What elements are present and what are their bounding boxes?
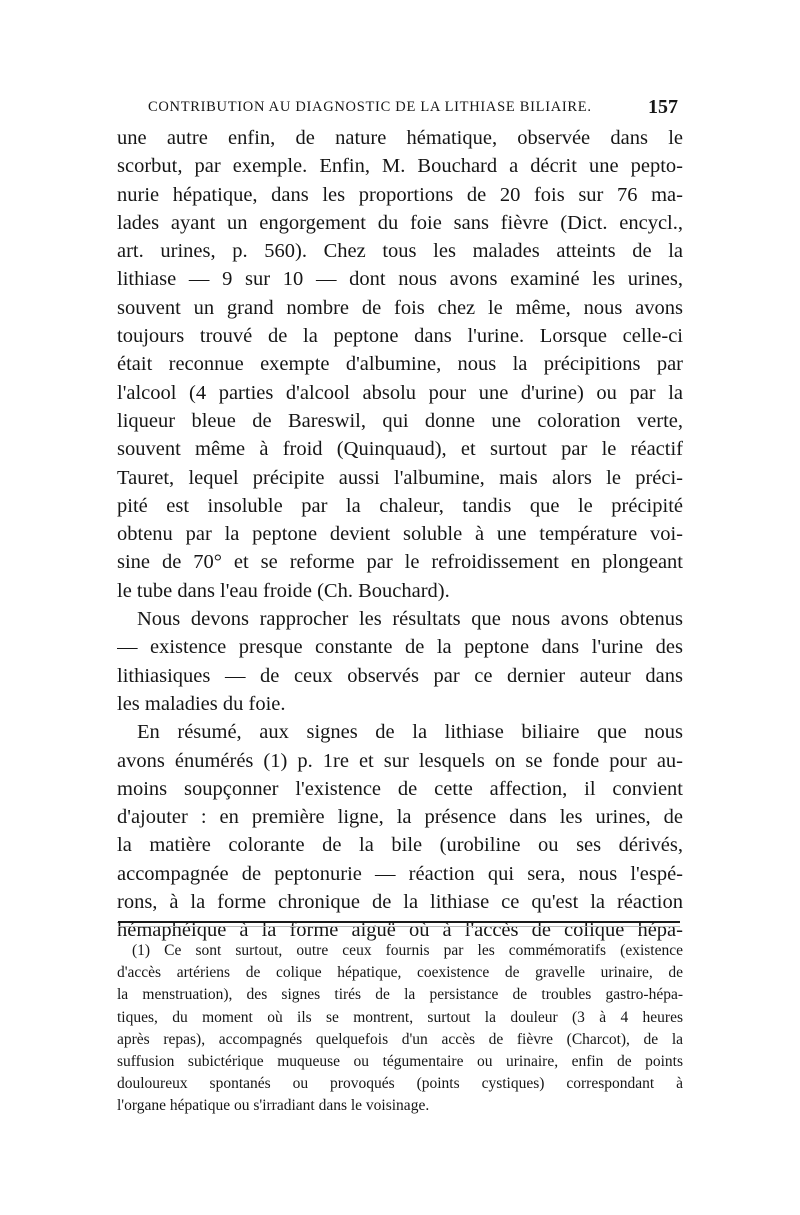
body-line: avons énumérés (1) p. 1re et sur lesquels on se fonde pour au- xyxy=(117,749,683,772)
body-line: lithiasiques — de ceux observés par ce dernier auteur dans xyxy=(117,664,683,687)
body-line: obtenu par la peptone devient soluble à une température voi- xyxy=(117,523,683,546)
footnote-line: l'organe hépatique ou s'irradiant dans le voisinage. xyxy=(117,1097,430,1115)
footnote-line: tiques, du moment où ils se montrent, surtout la douleur (3 à 4 heures xyxy=(117,1008,683,1026)
body-line: art. urines, p. 560). Chez tous les malades atteints de la xyxy=(117,240,683,263)
footnote-divider-faint xyxy=(118,926,680,927)
footnotes xyxy=(117,940,683,1118)
footnote-line: après repas), accompagnés quelquefois d'un accès de fièvre (Charcot), de la xyxy=(117,1030,683,1048)
footnote-line: d'accès artériens de colique hépatique, coexistence de gravelle urinaire, de xyxy=(117,964,683,982)
running-title: CONTRIBUTION AU DIAGNOSTIC DE LA LITHIASE BILIAIRE. xyxy=(148,99,592,115)
body-line: rons, à la forme chronique de la lithiase ce qu'est la réaction xyxy=(117,891,683,914)
body-line: une autre enfin, de nature hématique, observée dans le xyxy=(117,127,683,149)
body-line: moins soupçonner l'existence de cette affection, il convient xyxy=(117,777,683,800)
footnote-line: la menstruation), des signes tirés de la persistance de troubles gastro-hépa- xyxy=(117,986,683,1004)
footnote-divider xyxy=(118,921,680,923)
body-line: était reconnue exempte d'albumine, nous la précipitions par xyxy=(117,353,683,376)
body-line: hémaphéique à la forme aiguë où à l'accès de colique hépa- xyxy=(117,919,683,942)
body-line: les maladies du foie. xyxy=(117,692,286,715)
body-line: — existence presque constante de la peptone dans l'urine des xyxy=(117,636,683,659)
body-line: toujours trouvé de la peptone dans l'urine. Lorsque celle-ci xyxy=(117,325,683,348)
footnote-line: douloureux spontanés ou provoqués (points cystiques) correspondant à xyxy=(117,1075,683,1093)
body-line: la matière colorante de la bile (urobiline ou ses dérivés, xyxy=(117,834,683,857)
body-line: souvent même à froid (Quinquaud), et surtout par le réactif xyxy=(117,438,683,461)
body-line: d'ajouter : en première ligne, la présence dans les urines, de xyxy=(117,806,683,829)
page-number: 157 xyxy=(648,96,678,118)
body-text xyxy=(117,124,683,945)
body-line: sine de 70° et se reforme par le refroidissement en plongeant xyxy=(117,551,683,574)
body-line: l'alcool (4 parties d'alcool absolu pour une d'urine) ou par la xyxy=(117,381,683,404)
footnote-line: (1) Ce sont surtout, outre ceux fournis par les commémoratifs (existence xyxy=(132,942,683,959)
body-line: accompagnée de peptonurie — réaction qui sera, nous l'espé- xyxy=(117,862,683,885)
body-line: souvent un grand nombre de fois chez le même, nous avons xyxy=(117,296,683,319)
body-line: En résumé, aux signes de la lithiase biliaire que nous xyxy=(137,721,683,744)
body-line: lithiase — 9 sur 10 — dont nous avons examiné les urines, xyxy=(117,268,683,291)
body-line: nurie hépatique, dans les proportions de 20 fois sur 76 ma- xyxy=(117,183,683,206)
body-line: Nous devons rapprocher les résultats que nous avons obtenus xyxy=(137,608,683,631)
body-line: lades ayant un engorgement du foie sans fièvre (Dict. encycl., xyxy=(117,211,683,234)
running-head xyxy=(148,94,678,120)
body-line: scorbut, par exemple. Enfin, M. Bouchard a décrit une pepto- xyxy=(117,155,683,178)
body-line: Tauret, lequel précipite aussi l'albumine, mais alors le préci- xyxy=(117,466,683,489)
body-line: liqueur bleue de Bareswil, qui donne une coloration verte, xyxy=(117,409,683,432)
body-line: le tube dans l'eau froide (Ch. Bouchard). xyxy=(117,579,450,602)
footnote-line: suffusion subictérique muqueuse ou tégumentaire ou urinaire, enfin de points xyxy=(117,1052,683,1070)
body-line: pité est insoluble par la chaleur, tandis que le précipité xyxy=(117,494,683,517)
